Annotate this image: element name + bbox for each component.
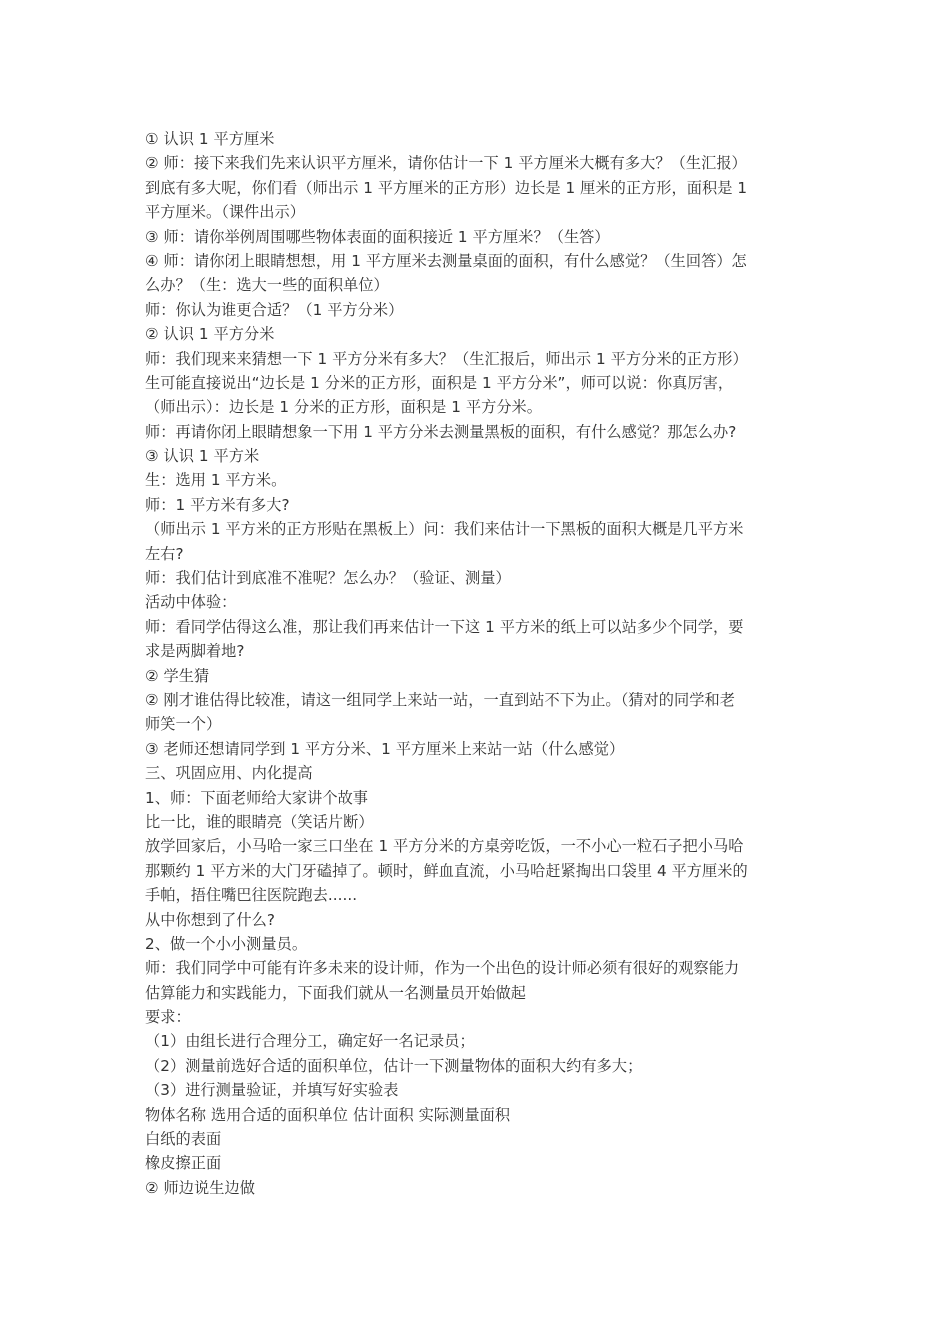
text-line: 平方厘米。（课件出示） <box>145 203 306 222</box>
text-line: 比一比，谁的眼睛亮（笑话片断） <box>145 812 374 831</box>
text-line: ② 师：接下来我们先来认识平方厘米，请你估计一下 1 平方厘米大概有多大？（生汇报） <box>145 154 747 173</box>
text-line: ④ 师：请你闭上眼睛想想，用 1 平方厘米去测量桌面的面积，有什么感觉？（生回答）怎 <box>145 251 747 270</box>
text-line: 从中你想到了什么? <box>145 910 276 929</box>
text-line: 生：选用 1 平方米。 <box>145 471 287 490</box>
list-item: （3）进行测量验证，并填写好实验表 <box>145 1081 399 1100</box>
text-line: 师：看同学估得这么准，那让我们再来估计一下这 1 平方米的纸上可以站多少个同学，要 <box>145 617 744 636</box>
table-row: 白纸的表面 <box>145 1130 222 1149</box>
section-heading: 三、巩固应用、内化提高 <box>145 764 313 783</box>
text-line: ③ 老师还想请同学到 1 平方分米、1 平方厘米上来站一站（什么感觉） <box>145 739 625 758</box>
table-header-row: 物体名称 选用合适的面积单位 估计面积 实际测量面积 <box>145 1105 511 1124</box>
text-line: ② 学生猜 <box>145 666 210 685</box>
text-line: 师：你认为谁更合适？（1 平方分米） <box>145 300 404 319</box>
text-line: 活动中体验： <box>145 593 237 612</box>
text-line: ③ 师：请你举例周围哪些物体表面的面积接近 1 平方厘米？（生答） <box>145 227 610 246</box>
text-line: 师：我们估计到底准不准呢？怎么办？（验证、测量） <box>145 569 511 588</box>
text-line: 估算能力和实践能力，下面我们就从一名测量员开始做起 <box>145 983 526 1002</box>
document-body <box>145 127 810 1200</box>
text-line: （师出示）：边长是 1 分米的正方形，面积是 1 平方分米。 <box>145 398 543 417</box>
list-item: （2）测量前选好合适的面积单位，估计一下测量物体的面积大约有多大； <box>145 1056 643 1075</box>
text-line: 2、做一个小小测量员。 <box>145 934 308 953</box>
text-line: （师出示 1 平方米的正方形贴在黑板上）问：我们来估计一下黑板的面积大概是几平方米 <box>145 520 744 539</box>
text-line: ② 师边说生边做 <box>145 1178 255 1197</box>
text-line: 求是两脚着地? <box>145 642 245 661</box>
text-line: 师：我们同学中可能有许多未来的设计师，作为一个出色的设计师必须有很好的观察能力 <box>145 959 740 978</box>
text-line: 么办？（生：选大一些的面积单位） <box>145 276 389 295</box>
text-line: 师笑一个） <box>145 715 222 734</box>
text-line: 师：再请你闭上眼睛想象一下用 1 平方分米去测量黑板的面积，有什么感觉？那怎么办? <box>145 422 737 441</box>
section-heading: ③ 认识 1 平方米 <box>145 447 260 466</box>
text-line: 师：我们现来来猜想一下 1 平方分米有多大？（生汇报后，师出示 1 平方分米的正方形） <box>145 349 748 368</box>
text-line: 到底有多大呢，你们看（师出示 1 平方厘米的正方形）边长是 1 厘米的正方形，面积是 1 <box>145 178 748 197</box>
text-line: 那颗约 1 平方米的大门牙磕掉了。顿时，鲜血直流，小马哈赶紧掏出口袋里 4 平方厘米的 <box>145 861 748 880</box>
section-heading: ② 认识 1 平方分米 <box>145 325 275 344</box>
text-line: 生可能直接说出“边长是 1 分米的正方形，面积是 1 平方分米”，师可以说：你真厉害， <box>145 373 734 392</box>
table-row: 橡皮擦正面 <box>145 1154 222 1173</box>
text-line: 手帕，捂住嘴巴往医院跑去...... <box>145 886 358 905</box>
text-line: 师：1 平方米有多大? <box>145 495 290 514</box>
text-line: 放学回家后，小马哈一家三口坐在 1 平方分米的方桌旁吃饭，一不小心一粒石子把小马哈 <box>145 837 744 856</box>
text-line: ② 刚才谁估得比较准，请这一组同学上来站一站，一直到站不下为止。（猜对的同学和老 <box>145 690 735 709</box>
text-line: ① 认识 1 平方厘米 <box>145 130 275 148</box>
text-line: 左右? <box>145 544 184 563</box>
text-line: 要求： <box>145 1008 191 1027</box>
list-item: （1）由组长进行合理分工，确定好一名记录员； <box>145 1032 475 1051</box>
text-line: 1、师：下面老师给大家讲个故事 <box>145 788 369 807</box>
